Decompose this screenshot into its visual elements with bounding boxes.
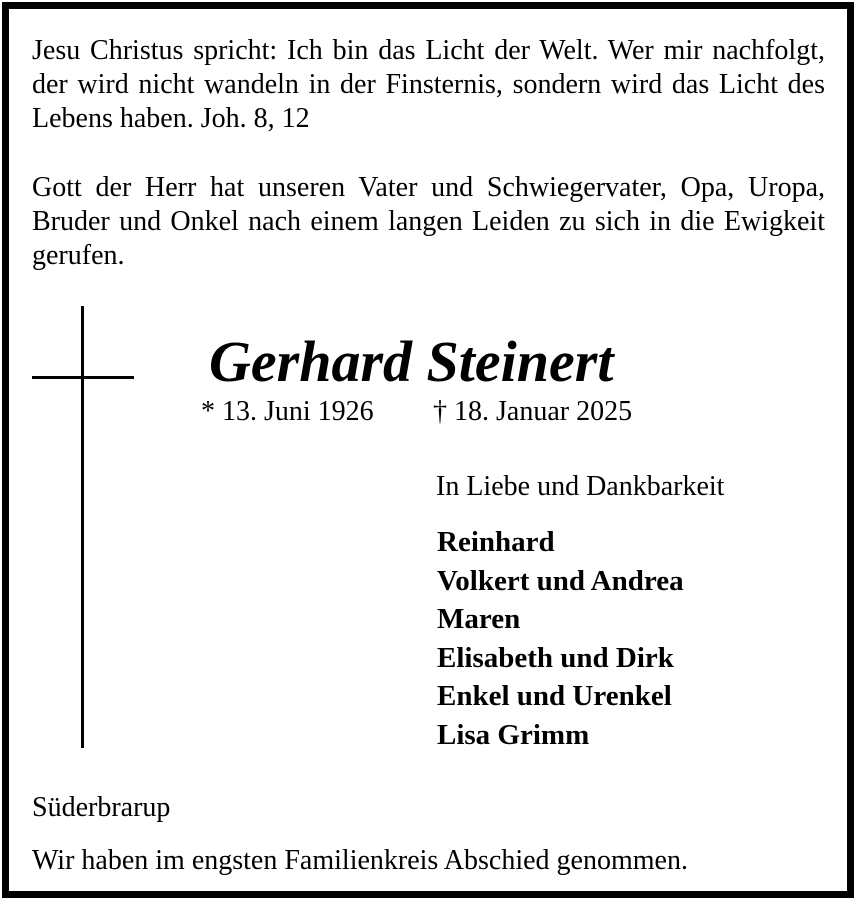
farewell-note: Wir haben im engsten Familienkreis Abschied genommen. (32, 845, 688, 876)
place-name: Süderbrarup (32, 792, 171, 823)
cross-vertical-bar (81, 306, 84, 748)
cross-horizontal-bar (32, 376, 134, 379)
mourner-name: Elisabeth und Dirk (437, 641, 674, 674)
mourner-name: Volkert und Andrea (437, 564, 684, 597)
death-announcement: Gott der Herr hat unseren Vater und Schwiegervater, Opa, Uropa, Bruder und Onkel nach einem langen Leiden zu sich in die Ewigkeit gerufen. (32, 172, 825, 271)
mourner-name: Enkel und Urenkel (437, 680, 672, 712)
obituary-notice (2, 2, 854, 898)
mourner-name: Maren (437, 603, 521, 635)
mourner-name: Lisa Grimm (437, 718, 590, 751)
birth-date: * 13. Juni 1926 (201, 396, 374, 427)
mourners-list (437, 523, 684, 754)
death-date: † 18. Januar 2025 (433, 396, 633, 427)
bible-verse: Jesu Christus spricht: Ich bin das Licht der Welt. Wer mir nachfolgt, der wird nicht wandeln in der Finsternis, sondern wird das Licht des Lebens haben. Joh. 8, 12 (32, 35, 825, 134)
dedication-line: In Liebe und Dankbarkeit (436, 471, 725, 502)
mourner-name: Reinhard (437, 526, 555, 558)
deceased-name: Gerhard Steinert (209, 329, 614, 394)
